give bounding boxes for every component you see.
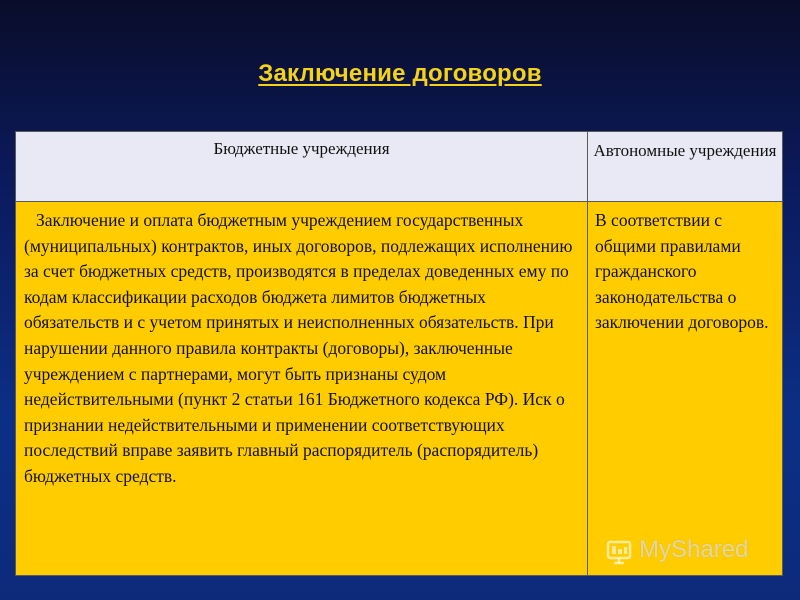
comparison-table [15,131,783,576]
slide-title: Заключение договоров [258,60,542,87]
header-budget-institutions: Бюджетные учреждения [16,132,588,202]
myshared-logo-icon [605,535,635,565]
watermark-text: MyShared [639,536,749,563]
table-header-row [16,132,783,202]
cell-budget-institutions-text: Заключение и оплата бюджетным учреждением государственных (муниципальных) контрактов, иных договоров, подлежащих исполнению за счет бюджетных средств, производятся в пределах доведенных ему по кодам классификации расходов бюджета лимитов бюджетных обязательств и с учетом принятых и неисполненных обязательств. При нарушении данного правила контракты (договоры), заключенные учреждением с партнерами, могут быть признаны судом недействительными (пункт 2 статьи 161 Бюджетного кодекса РФ). Иск о признании недействительными и применении соответствующих последствий вправе заявить главный распорядитель (распорядитель) бюджетных средств. [16,202,588,576]
cell-autonomous-institutions-text: В соответствии с общими правилами гражданского законодательства о заключении договоров. [588,202,783,576]
table-row [16,202,783,576]
watermark [605,535,748,565]
header-autonomous-institutions: Автономные учреждения [588,132,783,202]
